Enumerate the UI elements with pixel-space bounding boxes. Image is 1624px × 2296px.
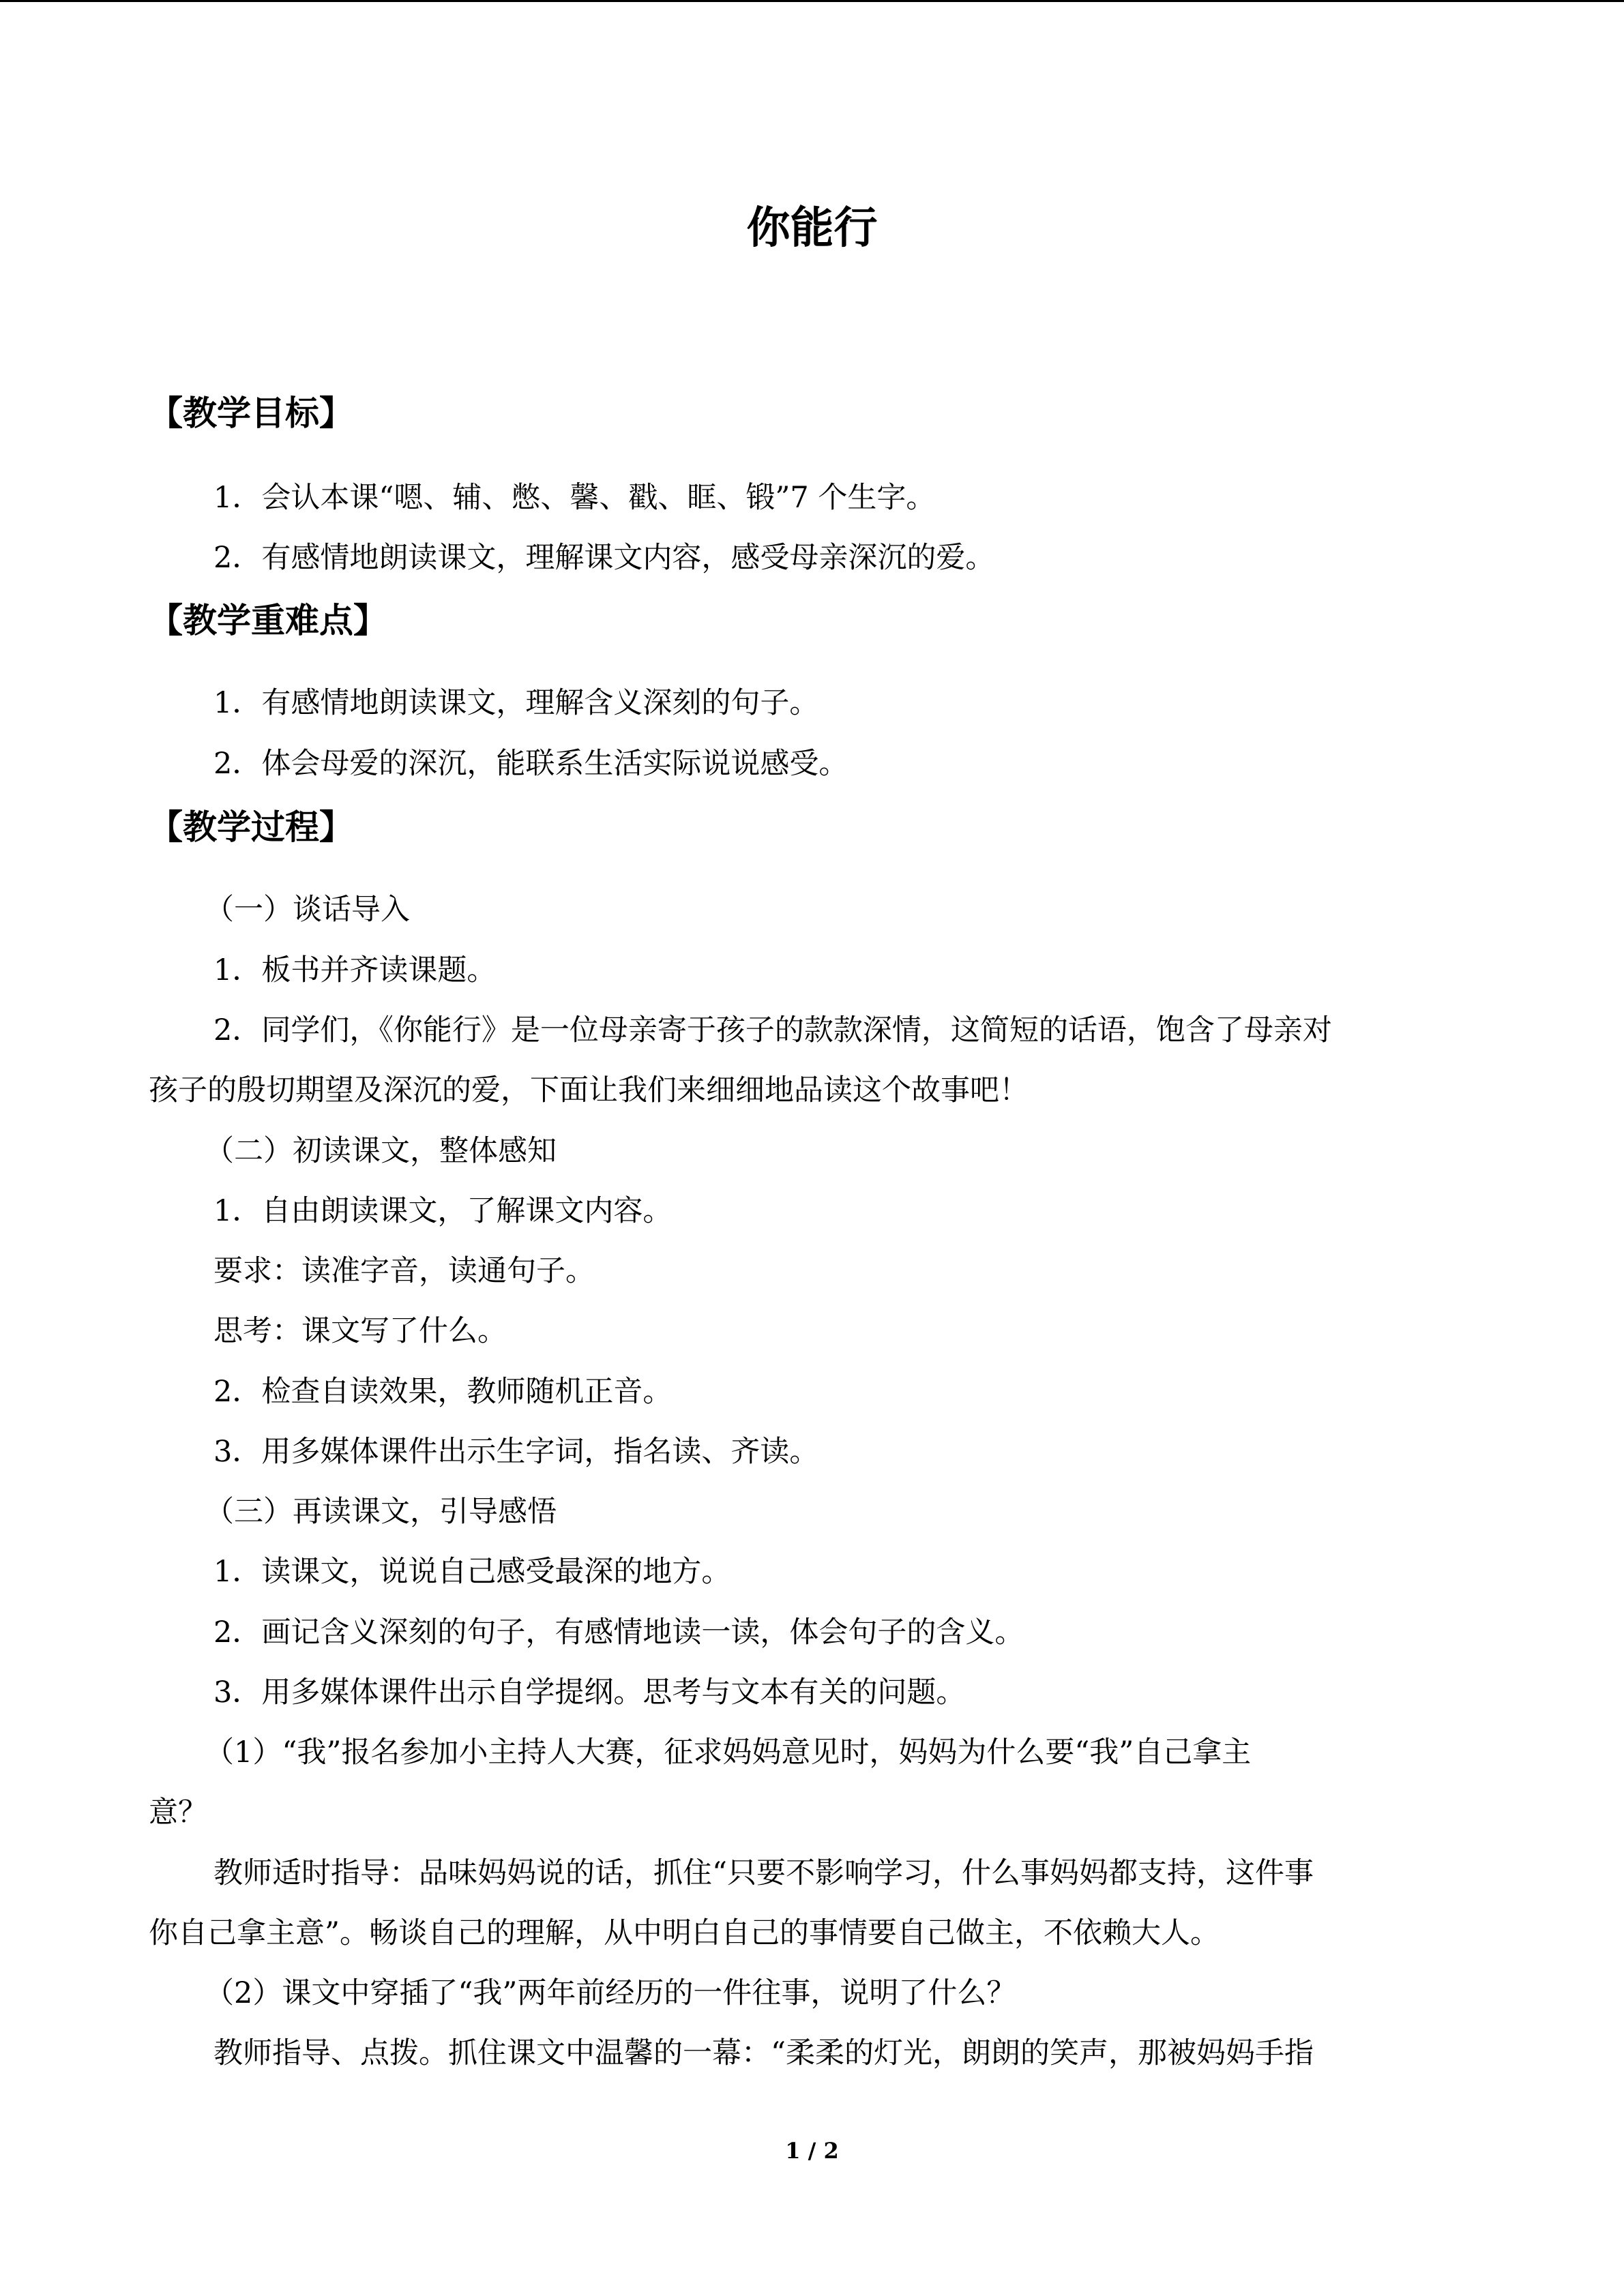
page-title: 你能行: [746, 203, 878, 254]
goal-item: 2．有感情地朗读课文，理解课文内容，感受母亲深沉的爱。: [213, 541, 995, 575]
process-line: （2）课文中穿插了“我”两年前经历的一件往事，说明了什么？: [205, 1976, 1016, 2010]
process-line: 2．检查自读效果，教师随机正音。: [213, 1375, 673, 1409]
process-line: 2．同学们，《你能行》是一位母亲寄于孩子的款款深情，这简短的话语，饱含了母亲对: [213, 1013, 1332, 1047]
process-line: 教师指导、点拨。抓住课文中温馨的一幕：“柔柔的灯光，朗朗的笑声，那被妈妈手指: [213, 2036, 1314, 2070]
key-point-item: 2．体会母爱的深沉，能联系生活实际说说感受。: [213, 747, 848, 781]
process-line: 意？: [149, 1795, 207, 1830]
section-heading-goals: 【教学目标】: [149, 393, 353, 433]
process-line: 3．用多媒体课件出示自学提纲。思考与文本有关的问题。: [213, 1675, 966, 1710]
process-subheading: （三）再读课文，引导感悟: [205, 1495, 557, 1529]
process-subheading: （二）初读课文，整体感知: [205, 1134, 557, 1168]
process-line: 1．读课文，说说自己感受最深的地方。: [213, 1555, 731, 1589]
page-number: 1 / 2: [785, 2138, 839, 2164]
section-heading-key-points: 【教学重难点】: [149, 601, 387, 640]
section-heading-process: 【教学过程】: [149, 807, 353, 847]
process-line: 思考：课文写了什么。: [213, 1314, 507, 1348]
process-line: 1．自由朗读课文，了解课文内容。: [213, 1194, 673, 1228]
process-line: 孩子的殷切期望及深沉的爱，下面让我们来细细地品读这个故事吧！: [149, 1073, 1029, 1107]
goal-item: 1．会认本课“嗯、辅、憋、馨、戳、眶、锻”7 个生字。: [213, 481, 936, 515]
process-line: （1）“我”报名参加小主持人大赛，征求妈妈意见时，妈妈为什么要“我”自己拿主: [205, 1735, 1252, 1770]
process-line: 2．画记含义深刻的句子，有感情地读一读，体会句子的含义。: [213, 1615, 1024, 1650]
process-subheading: （一）谈话导入: [205, 893, 410, 927]
key-point-item: 1．有感情地朗读课文，理解含义深刻的句子。: [213, 686, 819, 720]
process-line: 要求：读准字音，读通句子。: [213, 1254, 595, 1288]
process-line: 你自己拿主意”。畅谈自己的理解，从中明白自己的事情要自己做主，不依赖大人。: [149, 1916, 1220, 1950]
process-line: 3．用多媒体课件出示生字词，指名读、齐读。: [213, 1435, 819, 1469]
process-line: 1．板书并齐读课题。: [213, 953, 497, 987]
process-line: 教师适时指导：品味妈妈说的话，抓住“只要不影响学习，什么事妈妈都支持，这件事: [213, 1856, 1314, 1890]
